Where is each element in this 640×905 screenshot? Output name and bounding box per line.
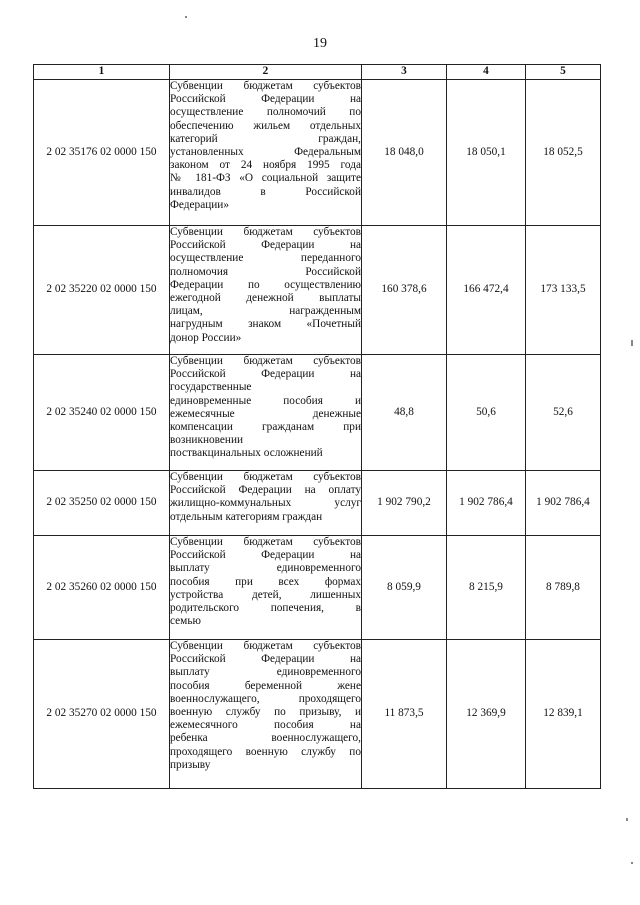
amount-cell-col3: 160 378,6 (362, 226, 447, 355)
budget-table (33, 64, 601, 789)
description-cell (170, 640, 362, 789)
table-row (34, 536, 601, 640)
header-row (34, 65, 601, 80)
description-line: единовременные пособия и (170, 394, 361, 407)
description-cell (170, 226, 362, 355)
description-line: осуществление полномочий по (170, 106, 361, 119)
description-line: Российской Федерации на (170, 549, 361, 562)
description-line: пособия при всех формах (170, 575, 361, 588)
budget-code-cell: 2 02 35250 02 0000 150 (34, 471, 170, 536)
description-line: выплату единовременного (170, 562, 361, 575)
description-line: Субвенции бюджетам субъектов (170, 640, 361, 652)
description-line: категорий граждан, (170, 132, 361, 145)
description-line: компенсации гражданам при (170, 421, 361, 434)
table-row (34, 471, 601, 536)
amount-cell-col5: 12 839,1 (526, 640, 601, 789)
amount-cell-col4: 1 902 786,4 (447, 471, 526, 536)
description-line: возникновении (170, 434, 244, 447)
description-line: Российской Федерации на (170, 93, 361, 106)
description-line: военнослужащего, проходящего (170, 692, 361, 705)
scan-speck (626, 818, 628, 821)
description-line: нагрудным знаком «Почетный (170, 318, 361, 331)
scan-speck (631, 340, 633, 346)
description-line: полномочия Российской (170, 265, 361, 278)
description-line: Российской Федерации на оплату (170, 484, 361, 497)
description-line: ребенка военнослужащего, (170, 732, 361, 745)
description-line: донор России» (170, 331, 242, 344)
budget-code-cell: 2 02 35260 02 0000 150 (34, 536, 170, 640)
description-line: № 181-ФЗ «О социальной защите (170, 172, 361, 185)
budget-code-cell: 2 02 35176 02 0000 150 (34, 80, 170, 226)
amount-cell-col3: 11 873,5 (362, 640, 447, 789)
scan-speck (631, 862, 633, 864)
column-header-1: 1 (34, 65, 170, 80)
description-line: обеспечению жильем отдельных (170, 119, 361, 132)
column-header-3: 3 (362, 65, 447, 80)
column-header-4: 4 (447, 65, 526, 80)
description-line: родительского попечения, в (170, 602, 361, 615)
budget-code-cell: 2 02 35220 02 0000 150 (34, 226, 170, 355)
description-line: Федерации по осуществлению (170, 278, 361, 291)
description-line: Субвенции бюджетам субъектов (170, 226, 361, 238)
description-line: Российской Федерации на (170, 368, 361, 381)
description-line: законом от 24 ноября 1995 года (170, 159, 361, 172)
scan-speck (185, 16, 187, 18)
description-line: отдельным категориям граждан (170, 510, 323, 523)
budget-code-cell: 2 02 35270 02 0000 150 (34, 640, 170, 789)
description-line: ежегодной денежной выплаты (170, 292, 361, 305)
description-line: ежемесячного пособия на (170, 719, 361, 732)
table-row (34, 226, 601, 355)
description-line: пособия беременной жене (170, 679, 361, 692)
amount-cell-col4: 166 472,4 (447, 226, 526, 355)
description-line: призыву (170, 758, 211, 771)
amount-cell-col4: 12 369,9 (447, 640, 526, 789)
amount-cell-col4: 18 050,1 (447, 80, 526, 226)
table-row (34, 355, 601, 471)
column-header-2: 2 (170, 65, 362, 80)
description-line: Российской Федерации на (170, 239, 361, 252)
description-cell (170, 355, 362, 471)
amount-cell-col3: 48,8 (362, 355, 447, 471)
amount-cell-col3: 1 902 790,2 (362, 471, 447, 536)
table-row (34, 80, 601, 226)
description-line: осуществление переданного (170, 252, 361, 265)
description-line: установленных Федеральным (170, 146, 361, 159)
description-cell (170, 80, 362, 226)
description-line: Субвенции бюджетам субъектов (170, 471, 361, 483)
amount-cell-col5: 52,6 (526, 355, 601, 471)
budget-code-cell: 2 02 35240 02 0000 150 (34, 355, 170, 471)
table-row (34, 640, 601, 789)
description-cell (170, 536, 362, 640)
description-line: проходящего военную службу по (170, 745, 361, 758)
amount-cell-col5: 173 133,5 (526, 226, 601, 355)
description-line: Федерации» (170, 198, 229, 211)
description-line: жилищно-коммунальных услуг (170, 497, 361, 510)
amount-cell-col3: 18 048,0 (362, 80, 447, 226)
description-line: инвалидов в Российской (170, 185, 361, 198)
column-header-5: 5 (526, 65, 601, 80)
description-line: Субвенции бюджетам субъектов (170, 536, 361, 548)
description-line: Субвенции бюджетам субъектов (170, 355, 361, 367)
description-line: военную службу по призыву, и (170, 706, 361, 719)
amount-cell-col5: 1 902 786,4 (526, 471, 601, 536)
description-line: поствакцинальных осложнений (170, 447, 323, 460)
description-line: Российской Федерации на (170, 653, 361, 666)
description-line: семью (170, 615, 201, 628)
amount-cell-col3: 8 059,9 (362, 536, 447, 640)
description-line: устройства детей, лишенных (170, 588, 361, 601)
description-line: ежемесячные денежные (170, 407, 361, 420)
description-line: лицам, награжденным (170, 305, 361, 318)
amount-cell-col5: 8 789,8 (526, 536, 601, 640)
page-number: 19 (313, 36, 327, 51)
description-line: Субвенции бюджетам субъектов (170, 80, 361, 92)
description-line: выплату единовременного (170, 666, 361, 679)
amount-cell-col5: 18 052,5 (526, 80, 601, 226)
amount-cell-col4: 8 215,9 (447, 536, 526, 640)
amount-cell-col4: 50,6 (447, 355, 526, 471)
description-cell (170, 471, 362, 536)
description-line: государственные (170, 381, 252, 394)
